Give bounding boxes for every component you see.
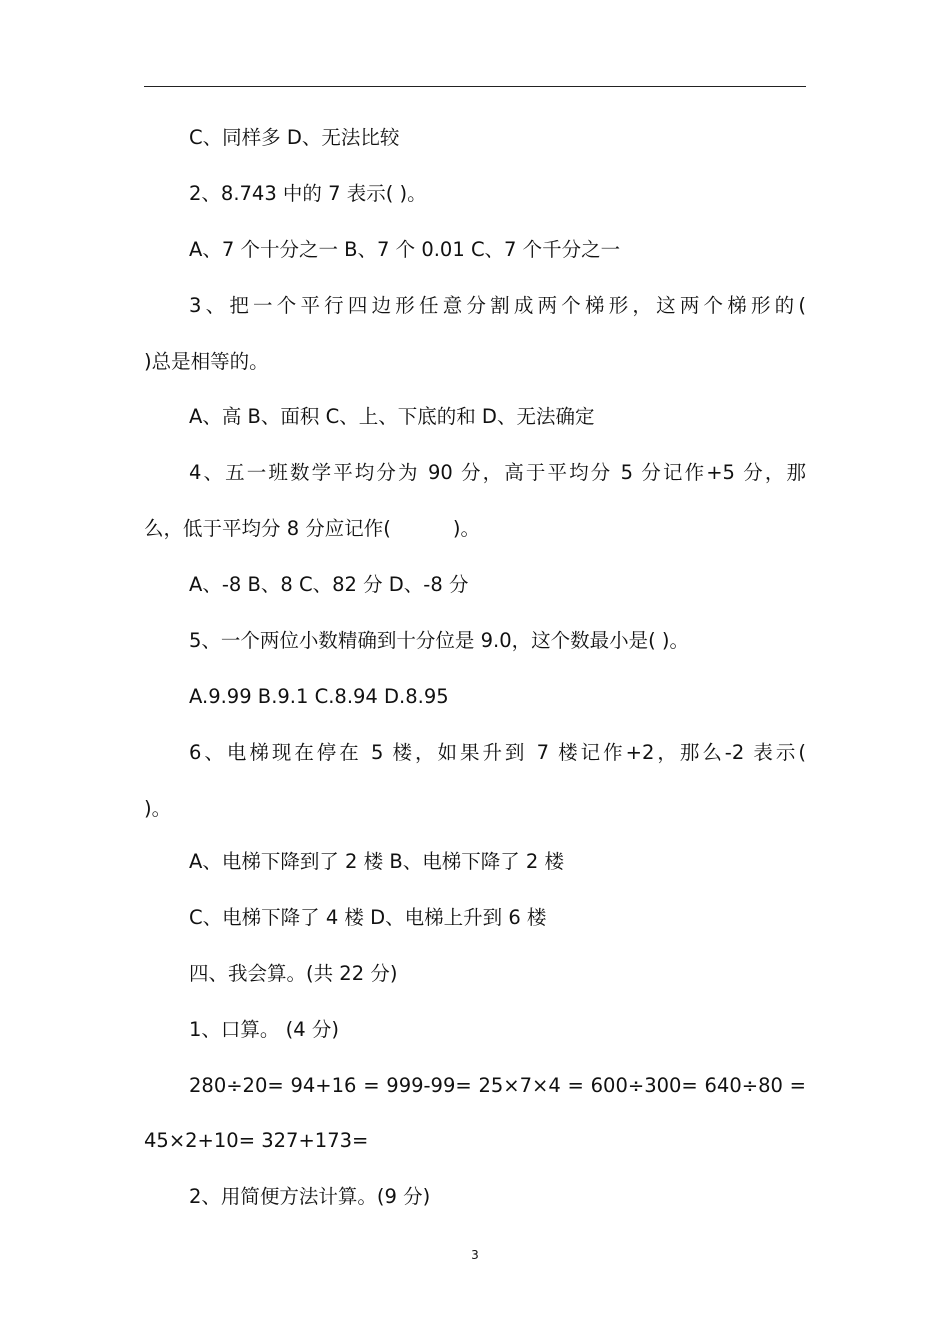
option-line-c-d: C、同样多 D、无法比较 (189, 126, 400, 149)
question-5: 5、一个两位小数精确到十分位是 9.0，这个数最小是( )。 (189, 629, 690, 652)
question-2-options: A、7 个十分之一 B、7 个 0.01 C、7 个千分之一 (189, 238, 621, 261)
mental-math-line-2: 45×2+10= 327+173= (144, 1129, 369, 1152)
question-4-options: A、-8 B、8 C、82 分 D、-8 分 (189, 573, 469, 596)
mental-math-line-1: 280÷20= 94+16 = 999-99= 25×7×4 = 600÷300= 640÷80 = (189, 1074, 806, 1097)
subsection-1-heading: 1、口算。 (4 分) (189, 1018, 339, 1041)
question-4-line-2: 么，低于平均分 8 分应记作( )。 (144, 517, 481, 540)
question-6-line-1: 6、电梯现在停在 5 楼，如果升到 7 楼记作+2，那么-2 表示( (189, 741, 806, 764)
question-6-options-a-b: A、电梯下降到了 2 楼 B、电梯下降了 2 楼 (189, 850, 565, 873)
section-4-heading: 四、我会算。(共 22 分) (189, 962, 398, 985)
question-6-options-c-d: C、电梯下降了 4 楼 D、电梯上升到 6 楼 (189, 906, 547, 929)
question-5-options: A.9.99 B.9.1 C.8.94 D.8.95 (189, 685, 449, 708)
question-2: 2、8.743 中的 7 表示( )。 (189, 182, 427, 205)
question-6-line-2: )。 (144, 797, 172, 820)
question-3-line-2: )总是相等的。 (144, 350, 269, 373)
question-3-line-1: 3、把一个平行四边形任意分割成两个梯形，这两个梯形的( (189, 294, 806, 317)
subsection-2-heading: 2、用简便方法计算。(9 分) (189, 1185, 431, 1208)
page-number: 3 (471, 1248, 479, 1262)
question-3-options: A、高 B、面积 C、上、下底的和 D、无法确定 (189, 405, 595, 428)
header-rule (144, 86, 806, 87)
question-4-line-1: 4、五一班数学平均分为 90 分，高于平均分 5 分记作+5 分，那 (189, 461, 806, 484)
